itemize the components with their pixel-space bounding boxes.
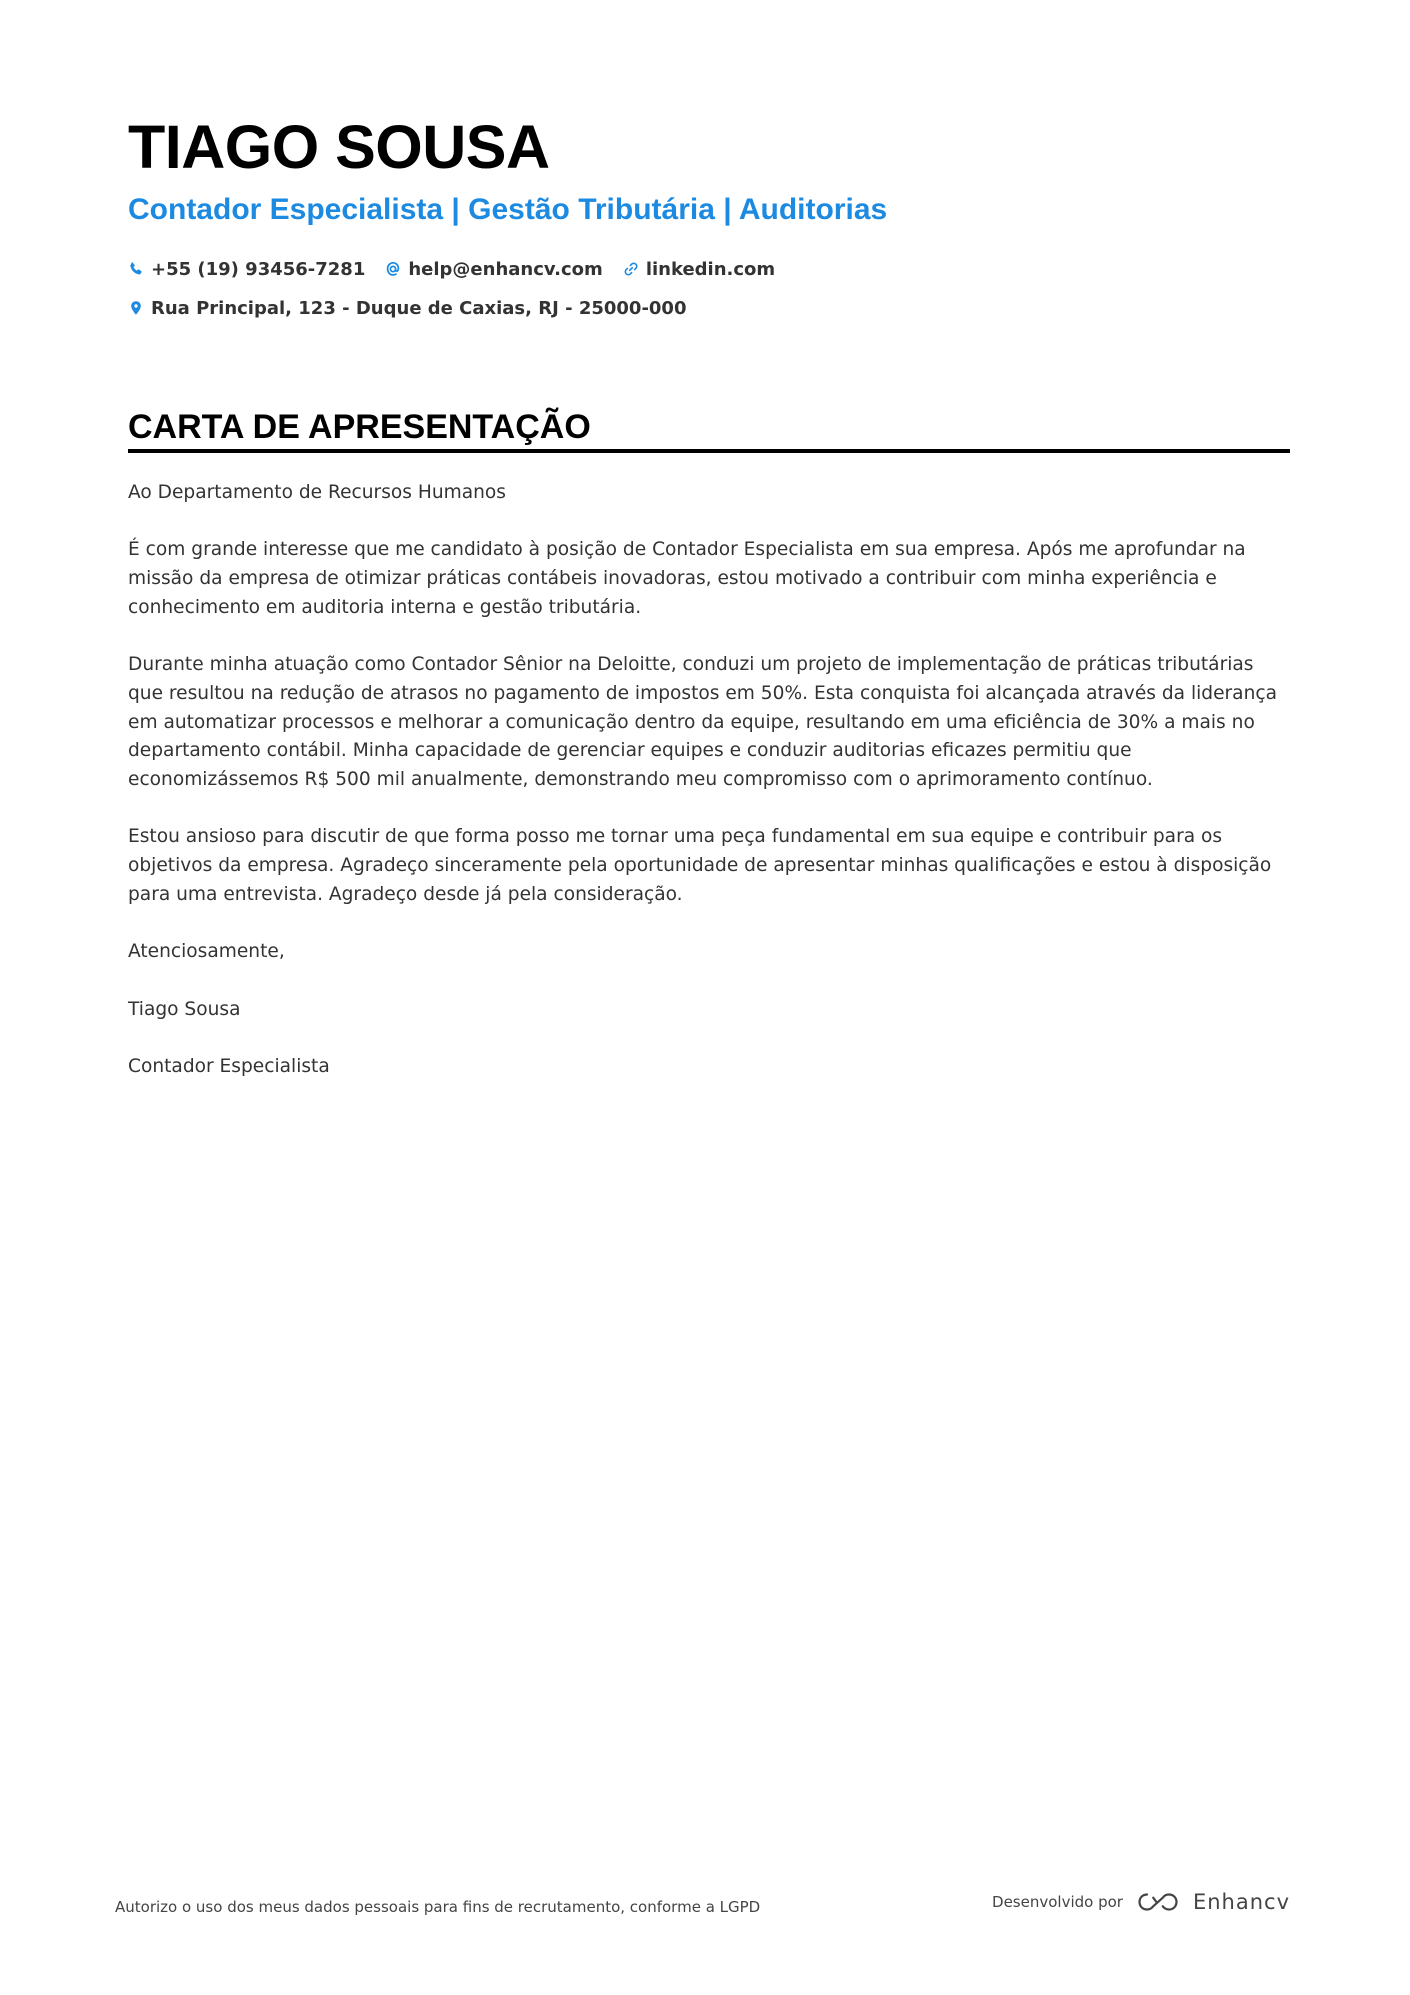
section-divider [128,449,1290,453]
footer-consent-text: Autorizo o uso dos meus dados pessoais para fins de recrutamento, conforme a LGPD [115,1898,761,1916]
contact-address [128,298,686,319]
letter-paragraph: Durante minha atuação como Contador Sênior na Deloitte, conduzi um projeto de implementação de práticas tributárias que resultou na redução de atrasos no pagamento de impostos em 50%. Esta conquista foi alcançada através da liderança em automatizar processos e melhorar a comunicação dentro da equipe, resultando em uma eficiência de 30% a mais no departamento contábil. Minha capacidade de gerenciar equipes e conduzir auditorias eficazes permitiu que economizássemos R$ 500 mil anualmente, demonstrando meu compromisso com o aprimoramento contínuo. [128,654,1277,790]
brand-name: Enhancv [1192,1890,1290,1914]
letter-paragraph: Estou ansioso para discutir de que forma posso me tornar uma peça fundamental em sua equipe e contribuir para os objetivos da empresa. Agradeço sinceramente pela oportunidade de apresentar minhas qualificações e estou à disposição para uma entrevista. Agradeço desde já pela consideração. [128,826,1272,905]
link-icon [623,261,639,277]
at-icon [385,261,401,277]
contact-email-text: help@enhancv.com [408,258,603,280]
contact-phone [128,259,365,280]
signature-title: Contador Especialista [128,1055,330,1077]
letter-body [128,479,1290,1110]
contact-address-text: Rua Principal, 123 - Duque de Caxias, RJ - 25000-000 [151,297,687,319]
section-title: CARTA DE APRESENTAÇÃO [128,408,591,446]
contact-row-primary [128,254,795,284]
footer-brand[interactable] [992,1890,1290,1914]
contact-linkedin-text: linkedin.com [645,258,776,280]
candidate-name: TIAGO SOUSA [128,113,550,181]
letter-paragraph: É com grande interesse que me candidato à posição de Contador Especialista em sua empresa. Após me aprofundar na missão da empresa de otimizar práticas contábeis inovadoras, estou motivado a contribuir com minha experiência e conhecimento em auditoria interna e gestão tributária. [128,539,1246,618]
phone-icon [128,261,144,277]
candidate-headline: Contador Especialista | Gestão Tributária | Auditorias [128,193,888,226]
letter-closing: Atenciosamente, [128,941,285,963]
signature-name: Tiago Sousa [128,998,241,1020]
powered-by-label: Desenvolvido por [992,1893,1123,1911]
enhancv-logo-icon [1135,1890,1181,1914]
contact-linkedin[interactable] [623,259,775,280]
letter-greeting: Ao Departamento de Recursos Humanos [128,482,506,503]
contact-email[interactable] [385,259,602,280]
contact-phone-text: +55 (19) 93456-7281 [151,258,366,280]
location-pin-icon [128,300,144,316]
contact-row-address [128,293,706,323]
